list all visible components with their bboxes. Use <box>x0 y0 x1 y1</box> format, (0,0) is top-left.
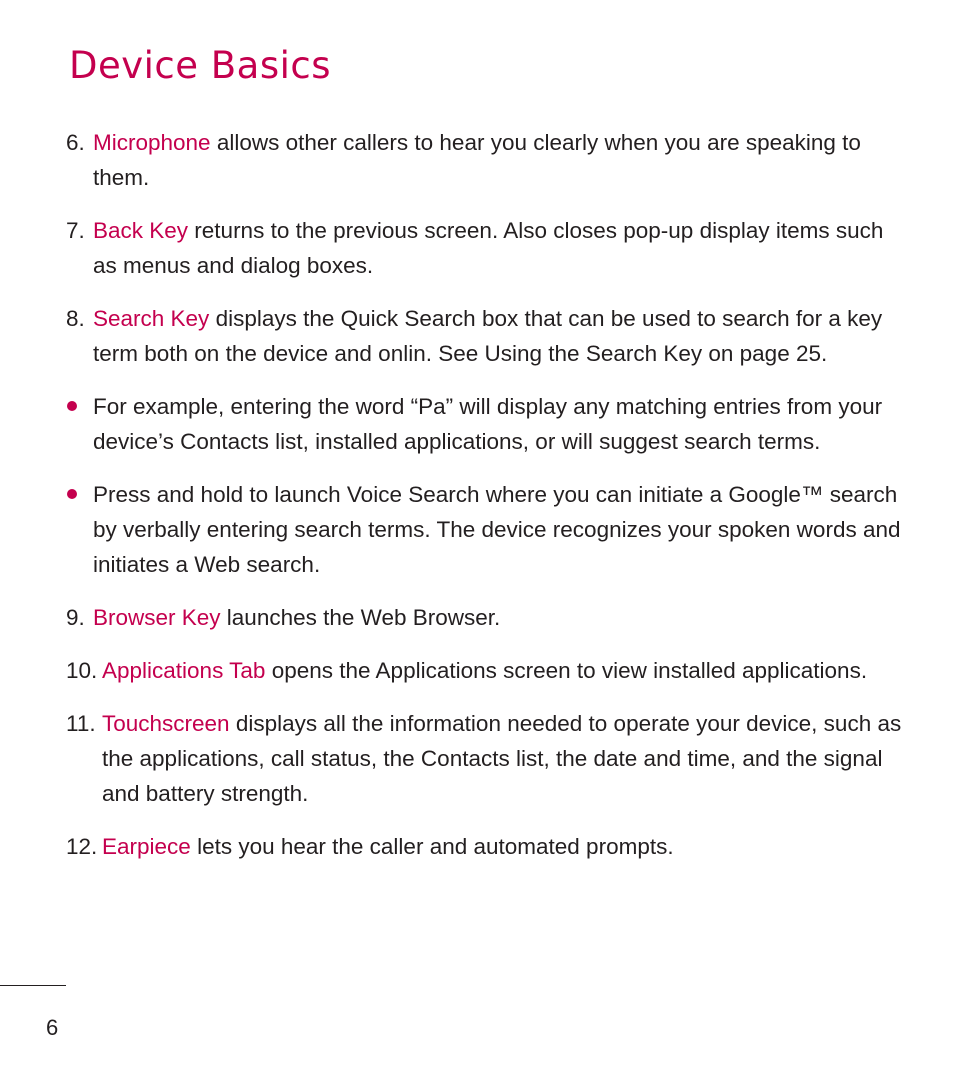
list-item-touchscreen <box>66 706 906 811</box>
bullet-item-voice-search <box>66 477 906 582</box>
item-term: Microphone <box>93 130 211 155</box>
item-term: Search Key <box>93 306 210 331</box>
item-text: lets you hear the caller and automated prompts. <box>190 834 674 859</box>
item-number: 9. <box>66 605 85 630</box>
list-item-applications-tab <box>66 653 906 688</box>
item-body <box>66 829 906 864</box>
item-text: launches the Web Browser. <box>220 605 501 630</box>
item-number: 6. <box>66 130 85 155</box>
item-body <box>66 301 906 371</box>
item-body <box>66 125 906 195</box>
item-number: 10. <box>66 658 98 683</box>
item-term: Earpiece <box>102 834 191 859</box>
item-term: Browser Key <box>93 605 221 630</box>
list-item-browser-key <box>66 600 906 635</box>
item-term: Applications Tab <box>102 658 266 683</box>
item-body <box>66 600 906 635</box>
item-number: 7. <box>66 218 85 243</box>
item-text: allows other callers to hear you clearly when you are speaking to them. <box>93 130 861 190</box>
footer-divider <box>0 985 66 986</box>
list-item-back-key <box>66 213 906 283</box>
item-term: Back Key <box>93 218 189 243</box>
bullet-text: For example, entering the word “Pa” will display any matching entries from your device’s Contacts list, installed applications, or will suggest search terms. <box>93 394 883 454</box>
bullet-text: Press and hold to launch Voice Search where you can initiate a Google™ search by verbally entering search terms. The device recognizes your spoken words and initiates a Web search. <box>93 482 901 577</box>
content-list <box>66 125 906 882</box>
item-text: displays the Quick Search box that can be used to search for a key term both on the device and onlin. See Using the Search Key on page 25. <box>93 306 883 366</box>
list-item-earpiece <box>66 829 906 864</box>
item-number: 8. <box>66 306 85 331</box>
item-text: returns to the previous screen. Also closes pop-up display items such as menus and dialog boxes. <box>93 218 884 278</box>
page-title: Device Basics <box>69 44 332 87</box>
bullet-dot-icon <box>67 401 77 411</box>
item-term: Touchscreen <box>102 711 230 736</box>
item-text: opens the Applications screen to view installed applications. <box>265 658 868 683</box>
page-number: 6 <box>46 1015 59 1040</box>
item-body <box>66 706 906 811</box>
item-number: 11. <box>66 711 96 736</box>
item-body <box>66 653 906 688</box>
list-item-microphone <box>66 125 906 195</box>
item-body <box>66 213 906 283</box>
bullet-dot-icon <box>67 489 77 499</box>
item-number: 12. <box>66 834 98 859</box>
list-item-search-key <box>66 301 906 371</box>
bullet-item-example <box>66 389 906 459</box>
item-text: displays all the information needed to operate your device, such as the applications, call status, the Contacts list, the date and time, and the signal and battery strength. <box>102 711 902 806</box>
